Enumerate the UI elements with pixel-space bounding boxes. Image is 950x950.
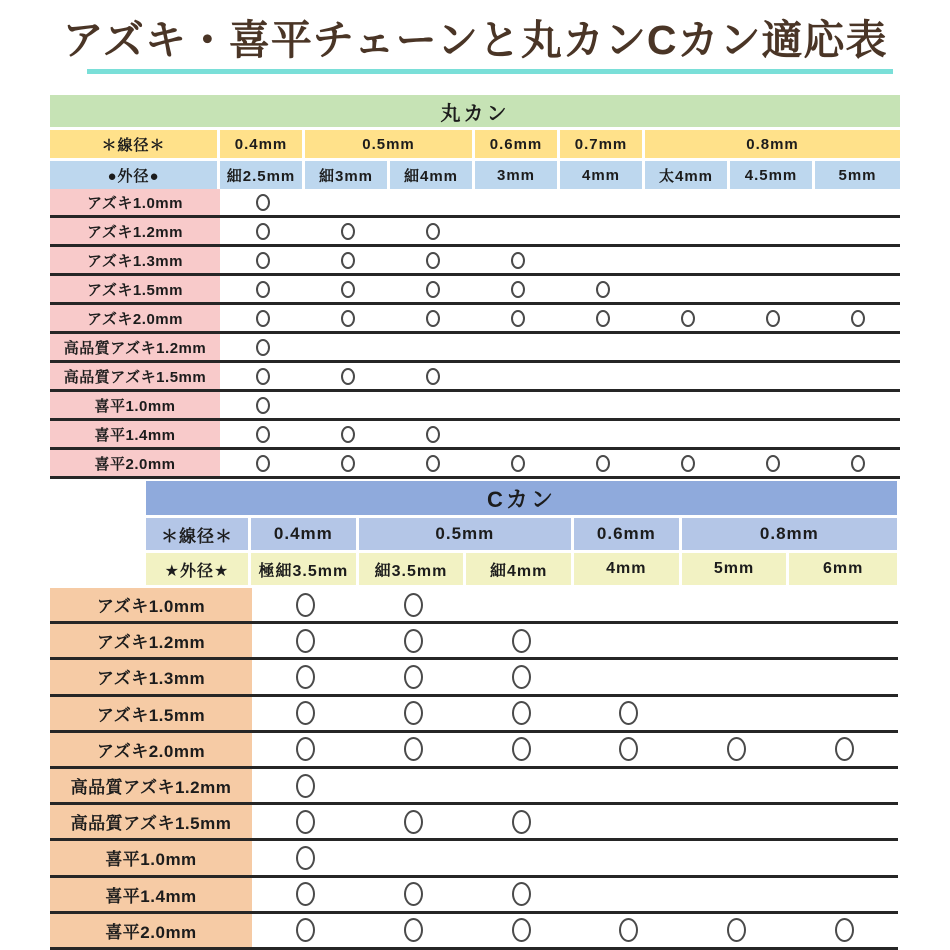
ckan-outer-col-4: 5mm xyxy=(682,553,790,585)
marukan-cell-4-4 xyxy=(560,305,645,331)
ckan-cell-9-1 xyxy=(360,914,468,947)
marukan-cell-5-1 xyxy=(305,334,390,360)
marukan-row-label-5: 高品質アズキ1.2mm xyxy=(50,334,220,360)
compatible-circle-mark xyxy=(512,629,531,653)
compatible-circle-mark xyxy=(426,281,440,298)
marukan-wire-col-3: 0.7mm xyxy=(560,130,645,158)
marukan-cell-5-4 xyxy=(560,334,645,360)
compatible-circle-mark xyxy=(296,629,315,653)
marukan-cell-9-3 xyxy=(475,450,560,476)
compatible-circle-mark xyxy=(426,426,440,443)
ckan-cell-8-1 xyxy=(360,878,468,911)
marukan-table-header: 丸カン xyxy=(50,95,900,127)
marukan-cell-6-3 xyxy=(475,363,560,389)
ckan-wire-col-1: 0.5mm xyxy=(359,518,574,550)
compatible-circle-mark xyxy=(341,223,355,240)
ckan-cell-0-1 xyxy=(360,588,468,621)
marukan-cell-7-3 xyxy=(475,392,560,418)
marukan-cell-2-0 xyxy=(220,247,305,273)
marukan-cell-4-2 xyxy=(390,305,475,331)
marukan-cell-9-7 xyxy=(815,450,900,476)
ckan-cell-9-0 xyxy=(252,914,360,947)
ckan-cell-5-3 xyxy=(575,769,683,802)
ckan-cell-4-0 xyxy=(252,733,360,766)
ckan-cell-7-1 xyxy=(360,841,468,874)
ckan-cell-3-0 xyxy=(252,697,360,730)
ckan-table-body xyxy=(50,588,898,950)
marukan-cell-9-0 xyxy=(220,450,305,476)
compatible-circle-mark xyxy=(296,846,315,870)
marukan-cell-7-6 xyxy=(730,392,815,418)
marukan-row-3 xyxy=(50,276,900,305)
marukan-cell-1-5 xyxy=(645,218,730,244)
marukan-cell-9-6 xyxy=(730,450,815,476)
marukan-row-5 xyxy=(50,334,900,363)
marukan-row-label-1: アズキ1.2mm xyxy=(50,218,220,244)
marukan-cell-0-3 xyxy=(475,189,560,215)
marukan-wire-col-1: 0.5mm xyxy=(305,130,475,158)
marukan-row-4 xyxy=(50,305,900,334)
ckan-row-4 xyxy=(50,733,898,769)
marukan-wire-diameter-row xyxy=(50,130,900,158)
compatible-circle-mark xyxy=(256,368,270,385)
marukan-cell-7-7 xyxy=(815,392,900,418)
marukan-wire-col-4: 0.8mm xyxy=(645,130,900,158)
ckan-row-label-9: 喜平2.0mm xyxy=(50,914,252,947)
marukan-row-2 xyxy=(50,247,900,276)
ckan-cell-9-5 xyxy=(790,914,898,947)
marukan-cell-6-7 xyxy=(815,363,900,389)
ckan-cell-3-3 xyxy=(575,697,683,730)
marukan-cell-0-6 xyxy=(730,189,815,215)
compatible-circle-mark xyxy=(426,310,440,327)
page-title: アズキ・喜平チェーンと丸カンCカン適応表 xyxy=(62,17,888,63)
ckan-cell-4-2 xyxy=(467,733,575,766)
marukan-cell-6-2 xyxy=(390,363,475,389)
compatible-circle-mark xyxy=(596,455,610,472)
marukan-row-0 xyxy=(50,189,900,218)
ckan-cell-1-3 xyxy=(575,624,683,657)
ckan-cell-3-5 xyxy=(790,697,898,730)
compatible-circle-mark xyxy=(511,310,525,327)
marukan-outer-diameter-label: ●外径● xyxy=(50,161,220,189)
compatible-circle-mark xyxy=(404,737,423,761)
marukan-cell-6-0 xyxy=(220,363,305,389)
marukan-cell-4-6 xyxy=(730,305,815,331)
ckan-cell-7-5 xyxy=(790,841,898,874)
compatible-circle-mark xyxy=(512,737,531,761)
marukan-cell-9-5 xyxy=(645,450,730,476)
compatible-circle-mark xyxy=(296,737,315,761)
compatible-circle-mark xyxy=(404,810,423,834)
ckan-cell-4-5 xyxy=(790,733,898,766)
compatible-circle-mark xyxy=(341,310,355,327)
marukan-wire-col-2: 0.6mm xyxy=(475,130,560,158)
compatible-circle-mark xyxy=(426,455,440,472)
compatible-circle-mark xyxy=(512,665,531,689)
marukan-cell-0-2 xyxy=(390,189,475,215)
ckan-cell-7-0 xyxy=(252,841,360,874)
marukan-outer-col-7: 5mm xyxy=(815,161,900,189)
marukan-cell-0-1 xyxy=(305,189,390,215)
marukan-cell-6-1 xyxy=(305,363,390,389)
compatible-circle-mark xyxy=(766,310,780,327)
marukan-wire-col-0: 0.4mm xyxy=(220,130,305,158)
ckan-cell-9-2 xyxy=(467,914,575,947)
marukan-cell-9-4 xyxy=(560,450,645,476)
ckan-cell-0-5 xyxy=(790,588,898,621)
compatible-circle-mark xyxy=(619,701,638,725)
ckan-cell-7-4 xyxy=(683,841,791,874)
marukan-row-label-4: アズキ2.0mm xyxy=(50,305,220,331)
marukan-cell-0-7 xyxy=(815,189,900,215)
marukan-outer-diameter-row xyxy=(50,161,900,189)
compatible-circle-mark xyxy=(256,426,270,443)
ckan-cell-8-2 xyxy=(467,878,575,911)
marukan-cell-3-5 xyxy=(645,276,730,302)
compatible-circle-mark xyxy=(512,918,531,942)
marukan-cell-8-6 xyxy=(730,421,815,447)
ckan-outer-col-2: 細4mm xyxy=(466,553,574,585)
compatible-circle-mark xyxy=(766,455,780,472)
ckan-row-9 xyxy=(50,914,898,950)
ckan-row-2 xyxy=(50,660,898,696)
ckan-wire-col-2: 0.6mm xyxy=(574,518,682,550)
compatible-circle-mark xyxy=(512,882,531,906)
ckan-row-label-3: アズキ1.5mm xyxy=(50,697,252,730)
marukan-cell-1-6 xyxy=(730,218,815,244)
compatible-circle-mark xyxy=(511,455,525,472)
marukan-cell-4-5 xyxy=(645,305,730,331)
marukan-cell-5-5 xyxy=(645,334,730,360)
marukan-cell-8-1 xyxy=(305,421,390,447)
compatible-circle-mark xyxy=(851,455,865,472)
marukan-table-body xyxy=(50,189,900,479)
compatible-circle-mark xyxy=(835,918,854,942)
ckan-cell-0-0 xyxy=(252,588,360,621)
compatible-circle-mark xyxy=(341,426,355,443)
ckan-cell-1-4 xyxy=(683,624,791,657)
ckan-cell-8-5 xyxy=(790,878,898,911)
ckan-row-1 xyxy=(50,624,898,660)
marukan-cell-8-2 xyxy=(390,421,475,447)
ckan-cell-6-4 xyxy=(683,805,791,838)
ckan-cell-5-1 xyxy=(360,769,468,802)
ckan-outer-col-5: 6mm xyxy=(789,553,897,585)
ckan-outer-diameter-label: ★外径★ xyxy=(146,553,251,585)
marukan-cell-0-5 xyxy=(645,189,730,215)
compatible-circle-mark xyxy=(256,194,270,211)
ckan-wire-col-3: 0.8mm xyxy=(682,518,897,550)
compatible-circle-mark xyxy=(404,918,423,942)
marukan-row-6 xyxy=(50,363,900,392)
marukan-row-1 xyxy=(50,218,900,247)
compatible-circle-mark xyxy=(512,810,531,834)
ckan-row-label-6: 高品質アズキ1.5mm xyxy=(50,805,252,838)
marukan-cell-4-1 xyxy=(305,305,390,331)
ckan-cell-0-4 xyxy=(683,588,791,621)
compatible-circle-mark xyxy=(619,737,638,761)
marukan-cell-4-7 xyxy=(815,305,900,331)
marukan-cell-8-5 xyxy=(645,421,730,447)
ckan-cell-9-4 xyxy=(683,914,791,947)
ckan-row-label-1: アズキ1.2mm xyxy=(50,624,252,657)
compatible-circle-mark xyxy=(727,918,746,942)
compatible-circle-mark xyxy=(341,281,355,298)
marukan-cell-6-6 xyxy=(730,363,815,389)
ckan-row-label-8: 喜平1.4mm xyxy=(50,878,252,911)
marukan-cell-3-7 xyxy=(815,276,900,302)
marukan-cell-2-6 xyxy=(730,247,815,273)
marukan-row-8 xyxy=(50,421,900,450)
ckan-cell-2-0 xyxy=(252,660,360,693)
compatible-circle-mark xyxy=(256,455,270,472)
marukan-outer-col-3: 3mm xyxy=(475,161,560,189)
marukan-outer-col-1: 細3mm xyxy=(305,161,390,189)
ckan-cell-1-1 xyxy=(360,624,468,657)
ckan-cell-4-3 xyxy=(575,733,683,766)
ckan-table-header: Cカン xyxy=(146,481,897,515)
marukan-cell-1-3 xyxy=(475,218,560,244)
ckan-cell-7-2 xyxy=(467,841,575,874)
marukan-outer-col-5: 太4mm xyxy=(645,161,730,189)
ckan-cell-5-2 xyxy=(467,769,575,802)
ckan-row-8 xyxy=(50,878,898,914)
marukan-cell-9-1 xyxy=(305,450,390,476)
compatible-circle-mark xyxy=(256,223,270,240)
compatible-circle-mark xyxy=(619,918,638,942)
ckan-cell-5-4 xyxy=(683,769,791,802)
marukan-cell-2-1 xyxy=(305,247,390,273)
ckan-row-7 xyxy=(50,841,898,877)
ckan-cell-3-2 xyxy=(467,697,575,730)
ckan-cell-2-1 xyxy=(360,660,468,693)
marukan-cell-1-7 xyxy=(815,218,900,244)
marukan-row-9 xyxy=(50,450,900,479)
compatible-circle-mark xyxy=(426,223,440,240)
marukan-cell-5-3 xyxy=(475,334,560,360)
ckan-cell-9-3 xyxy=(575,914,683,947)
ckan-row-label-2: アズキ1.3mm xyxy=(50,660,252,693)
compatible-circle-mark xyxy=(296,882,315,906)
ckan-cell-6-3 xyxy=(575,805,683,838)
marukan-cell-5-0 xyxy=(220,334,305,360)
compatible-circle-mark xyxy=(426,368,440,385)
ckan-cell-7-3 xyxy=(575,841,683,874)
ckan-outer-col-1: 細3.5mm xyxy=(359,553,467,585)
ckan-row-label-0: アズキ1.0mm xyxy=(50,588,252,621)
ckan-wire-diameter-row xyxy=(146,518,897,550)
marukan-row-label-2: アズキ1.3mm xyxy=(50,247,220,273)
marukan-wire-diameter-label: ＊線径＊ xyxy=(50,130,220,158)
marukan-cell-6-4 xyxy=(560,363,645,389)
marukan-cell-7-5 xyxy=(645,392,730,418)
ckan-row-3 xyxy=(50,697,898,733)
ckan-cell-6-5 xyxy=(790,805,898,838)
compatible-circle-mark xyxy=(296,665,315,689)
compatible-circle-mark xyxy=(256,281,270,298)
ckan-cell-1-5 xyxy=(790,624,898,657)
ckan-cell-1-2 xyxy=(467,624,575,657)
compatible-circle-mark xyxy=(296,701,315,725)
ckan-cell-1-0 xyxy=(252,624,360,657)
ckan-cell-6-1 xyxy=(360,805,468,838)
marukan-row-label-0: アズキ1.0mm xyxy=(50,189,220,215)
marukan-outer-col-2: 細4mm xyxy=(390,161,475,189)
marukan-row-7 xyxy=(50,392,900,421)
compatible-circle-mark xyxy=(341,368,355,385)
compatible-circle-mark xyxy=(256,397,270,414)
ckan-cell-8-0 xyxy=(252,878,360,911)
ckan-cell-0-3 xyxy=(575,588,683,621)
compatible-circle-mark xyxy=(256,310,270,327)
compatible-circle-mark xyxy=(851,310,865,327)
ckan-cell-2-3 xyxy=(575,660,683,693)
ckan-cell-2-5 xyxy=(790,660,898,693)
marukan-cell-3-4 xyxy=(560,276,645,302)
ckan-outer-col-0: 極細3.5mm xyxy=(251,553,359,585)
compatible-circle-mark xyxy=(256,252,270,269)
ckan-cell-6-0 xyxy=(252,805,360,838)
ckan-cell-6-2 xyxy=(467,805,575,838)
marukan-row-label-6: 高品質アズキ1.5mm xyxy=(50,363,220,389)
compatible-circle-mark xyxy=(835,737,854,761)
marukan-cell-3-2 xyxy=(390,276,475,302)
marukan-cell-2-4 xyxy=(560,247,645,273)
marukan-cell-5-6 xyxy=(730,334,815,360)
marukan-row-label-9: 喜平2.0mm xyxy=(50,450,220,476)
compatible-circle-mark xyxy=(404,882,423,906)
marukan-cell-8-7 xyxy=(815,421,900,447)
ckan-cell-3-1 xyxy=(360,697,468,730)
ckan-row-5 xyxy=(50,769,898,805)
ckan-cell-2-2 xyxy=(467,660,575,693)
marukan-row-label-8: 喜平1.4mm xyxy=(50,421,220,447)
marukan-cell-3-1 xyxy=(305,276,390,302)
compatible-circle-mark xyxy=(681,455,695,472)
ckan-row-label-4: アズキ2.0mm xyxy=(50,733,252,766)
compatible-circle-mark xyxy=(512,701,531,725)
marukan-outer-col-4: 4mm xyxy=(560,161,645,189)
marukan-row-label-7: 喜平1.0mm xyxy=(50,392,220,418)
marukan-cell-0-0 xyxy=(220,189,305,215)
marukan-cell-2-5 xyxy=(645,247,730,273)
marukan-cell-7-1 xyxy=(305,392,390,418)
compatible-circle-mark xyxy=(511,281,525,298)
compatible-circle-mark xyxy=(296,774,315,798)
ckan-cell-4-1 xyxy=(360,733,468,766)
ckan-row-label-7: 喜平1.0mm xyxy=(50,841,252,874)
marukan-outer-col-0: 細2.5mm xyxy=(220,161,305,189)
ckan-row-6 xyxy=(50,805,898,841)
ckan-cell-5-5 xyxy=(790,769,898,802)
marukan-cell-9-2 xyxy=(390,450,475,476)
compatible-circle-mark xyxy=(404,629,423,653)
marukan-cell-1-4 xyxy=(560,218,645,244)
marukan-cell-7-2 xyxy=(390,392,475,418)
marukan-cell-2-7 xyxy=(815,247,900,273)
ckan-cell-3-4 xyxy=(683,697,791,730)
marukan-cell-8-4 xyxy=(560,421,645,447)
marukan-cell-5-2 xyxy=(390,334,475,360)
compatible-circle-mark xyxy=(296,810,315,834)
marukan-cell-2-3 xyxy=(475,247,560,273)
ckan-cell-8-3 xyxy=(575,878,683,911)
compatible-circle-mark xyxy=(681,310,695,327)
marukan-cell-4-0 xyxy=(220,305,305,331)
ckan-wire-diameter-label: ＊線径＊ xyxy=(146,518,251,550)
compatible-circle-mark xyxy=(404,701,423,725)
marukan-cell-3-3 xyxy=(475,276,560,302)
compatible-circle-mark xyxy=(511,252,525,269)
marukan-cell-4-3 xyxy=(475,305,560,331)
ckan-cell-5-0 xyxy=(252,769,360,802)
ckan-cell-8-4 xyxy=(683,878,791,911)
compatible-circle-mark xyxy=(256,339,270,356)
compatible-circle-mark xyxy=(341,455,355,472)
marukan-cell-3-0 xyxy=(220,276,305,302)
marukan-cell-1-1 xyxy=(305,218,390,244)
marukan-cell-3-6 xyxy=(730,276,815,302)
marukan-cell-0-4 xyxy=(560,189,645,215)
title-underline xyxy=(87,69,893,74)
marukan-cell-1-0 xyxy=(220,218,305,244)
compatible-circle-mark xyxy=(296,593,315,617)
marukan-outer-col-6: 4.5mm xyxy=(730,161,815,189)
compatible-circle-mark xyxy=(596,310,610,327)
compatible-circle-mark xyxy=(341,252,355,269)
marukan-cell-6-5 xyxy=(645,363,730,389)
ckan-wire-col-0: 0.4mm xyxy=(251,518,359,550)
compatible-circle-mark xyxy=(296,918,315,942)
compatible-circle-mark xyxy=(404,665,423,689)
ckan-row-label-5: 高品質アズキ1.2mm xyxy=(50,769,252,802)
compatible-circle-mark xyxy=(404,593,423,617)
marukan-cell-8-0 xyxy=(220,421,305,447)
ckan-outer-diameter-row xyxy=(146,553,897,585)
ckan-outer-col-3: 4mm xyxy=(574,553,682,585)
ckan-cell-4-4 xyxy=(683,733,791,766)
compatible-circle-mark xyxy=(727,737,746,761)
marukan-cell-5-7 xyxy=(815,334,900,360)
marukan-cell-7-0 xyxy=(220,392,305,418)
compatible-circle-mark xyxy=(426,252,440,269)
marukan-cell-7-4 xyxy=(560,392,645,418)
marukan-cell-2-2 xyxy=(390,247,475,273)
ckan-cell-0-2 xyxy=(467,588,575,621)
compatible-circle-mark xyxy=(596,281,610,298)
marukan-cell-8-3 xyxy=(475,421,560,447)
ckan-cell-2-4 xyxy=(683,660,791,693)
marukan-row-label-3: アズキ1.5mm xyxy=(50,276,220,302)
ckan-row-0 xyxy=(50,588,898,624)
marukan-cell-1-2 xyxy=(390,218,475,244)
